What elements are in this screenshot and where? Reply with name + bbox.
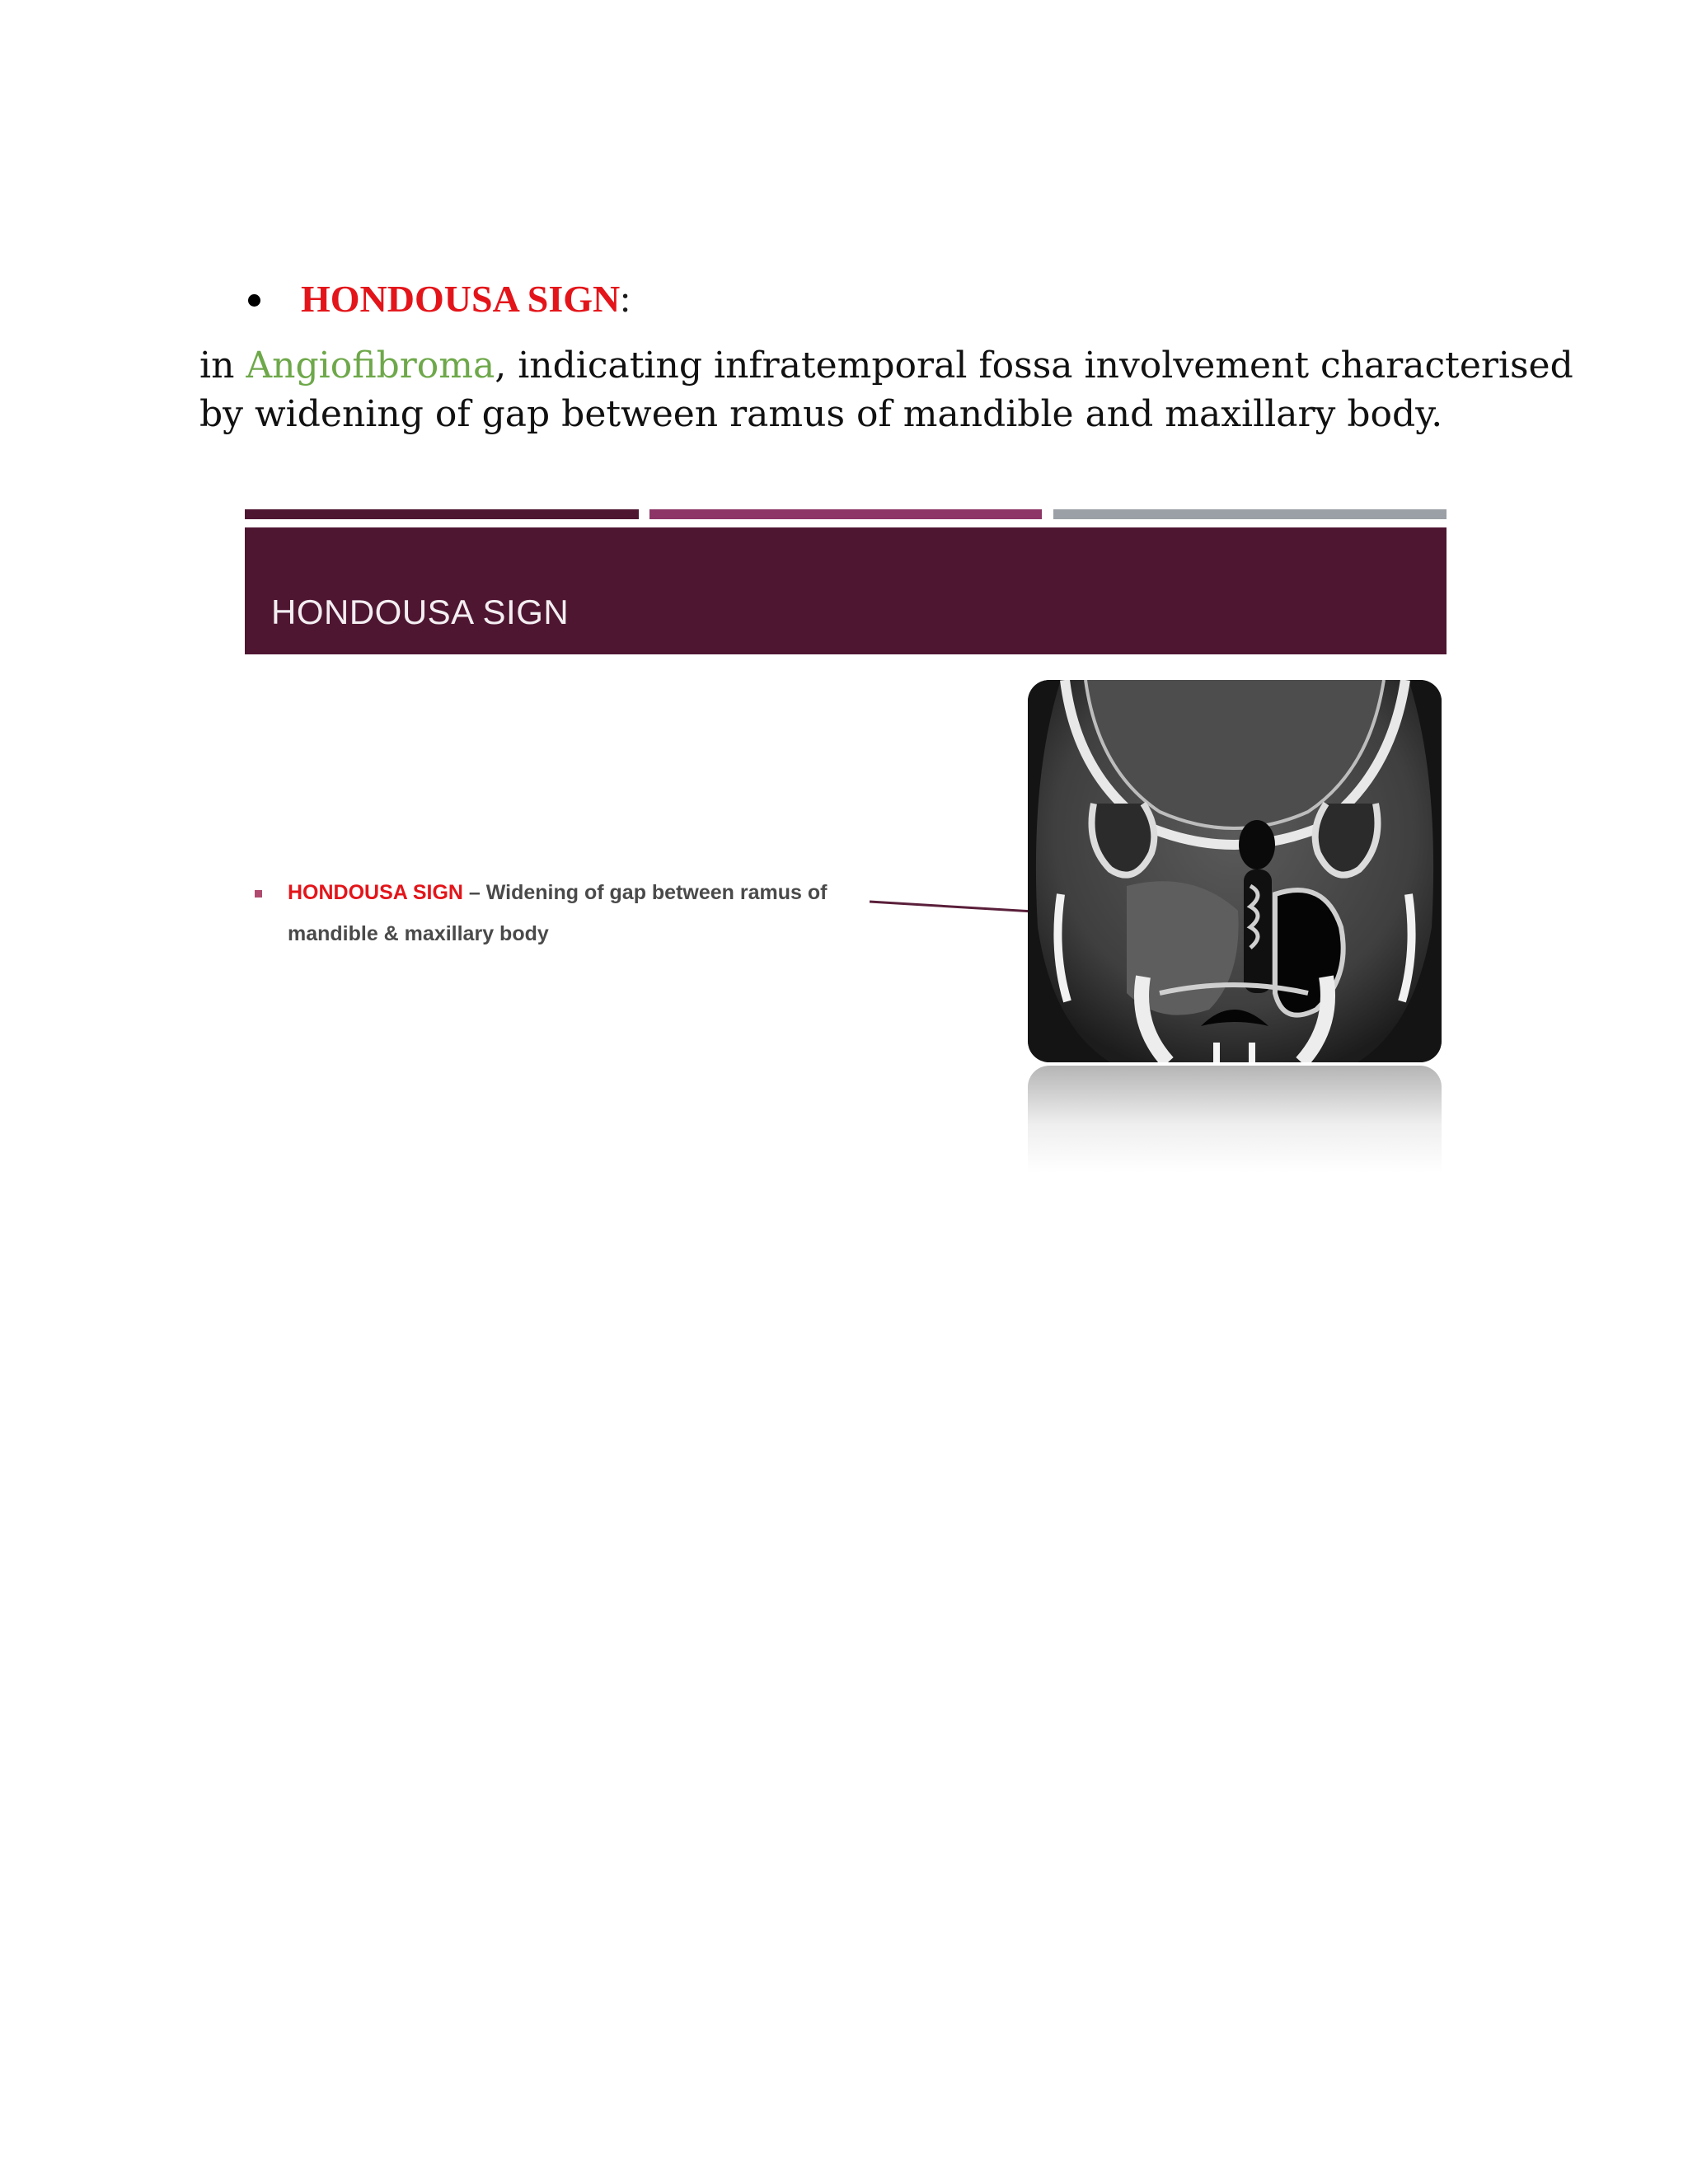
slide-title: HONDOUSA SIGN [271,593,570,631]
embedded-slide [245,509,1447,1185]
slide-bullet-text [288,872,827,954]
ct-scan-reflection [1028,1066,1442,1173]
slide-bullet-line1-rest: – Widening of gap between ramus of [462,881,828,904]
ct-scan-drawing [1028,680,1442,1062]
slide-bullet-term: HONDOUSA SIGN [288,881,463,904]
slide-header-band [245,527,1447,654]
heading-colon: : [620,278,631,320]
slide-top-bar-grey [1053,509,1447,519]
angiofibroma-highlight: Angiofibroma [246,344,495,387]
paragraph-line1-rest: , indicating infratemporal fossa involvement characterised [495,344,1573,387]
bullet-dot-icon [248,294,260,307]
description-paragraph [199,341,1573,438]
square-bullet-icon [255,890,262,898]
paragraph-prefix: in [199,344,246,387]
heading-term: HONDOUSA SIGN: [301,278,631,320]
paragraph-line-1 [199,341,1573,390]
ct-scan-image [1028,680,1442,1062]
slide-top-bar-dark [245,509,639,519]
paragraph-line-2: by widening of gap between ramus of mandible and maxillary body. [199,393,1443,435]
slide-bullet-line-1 [288,872,827,913]
slide-top-bar-magenta [649,509,1042,519]
slide-bullet-line-2: mandible & maxillary body [288,922,549,945]
